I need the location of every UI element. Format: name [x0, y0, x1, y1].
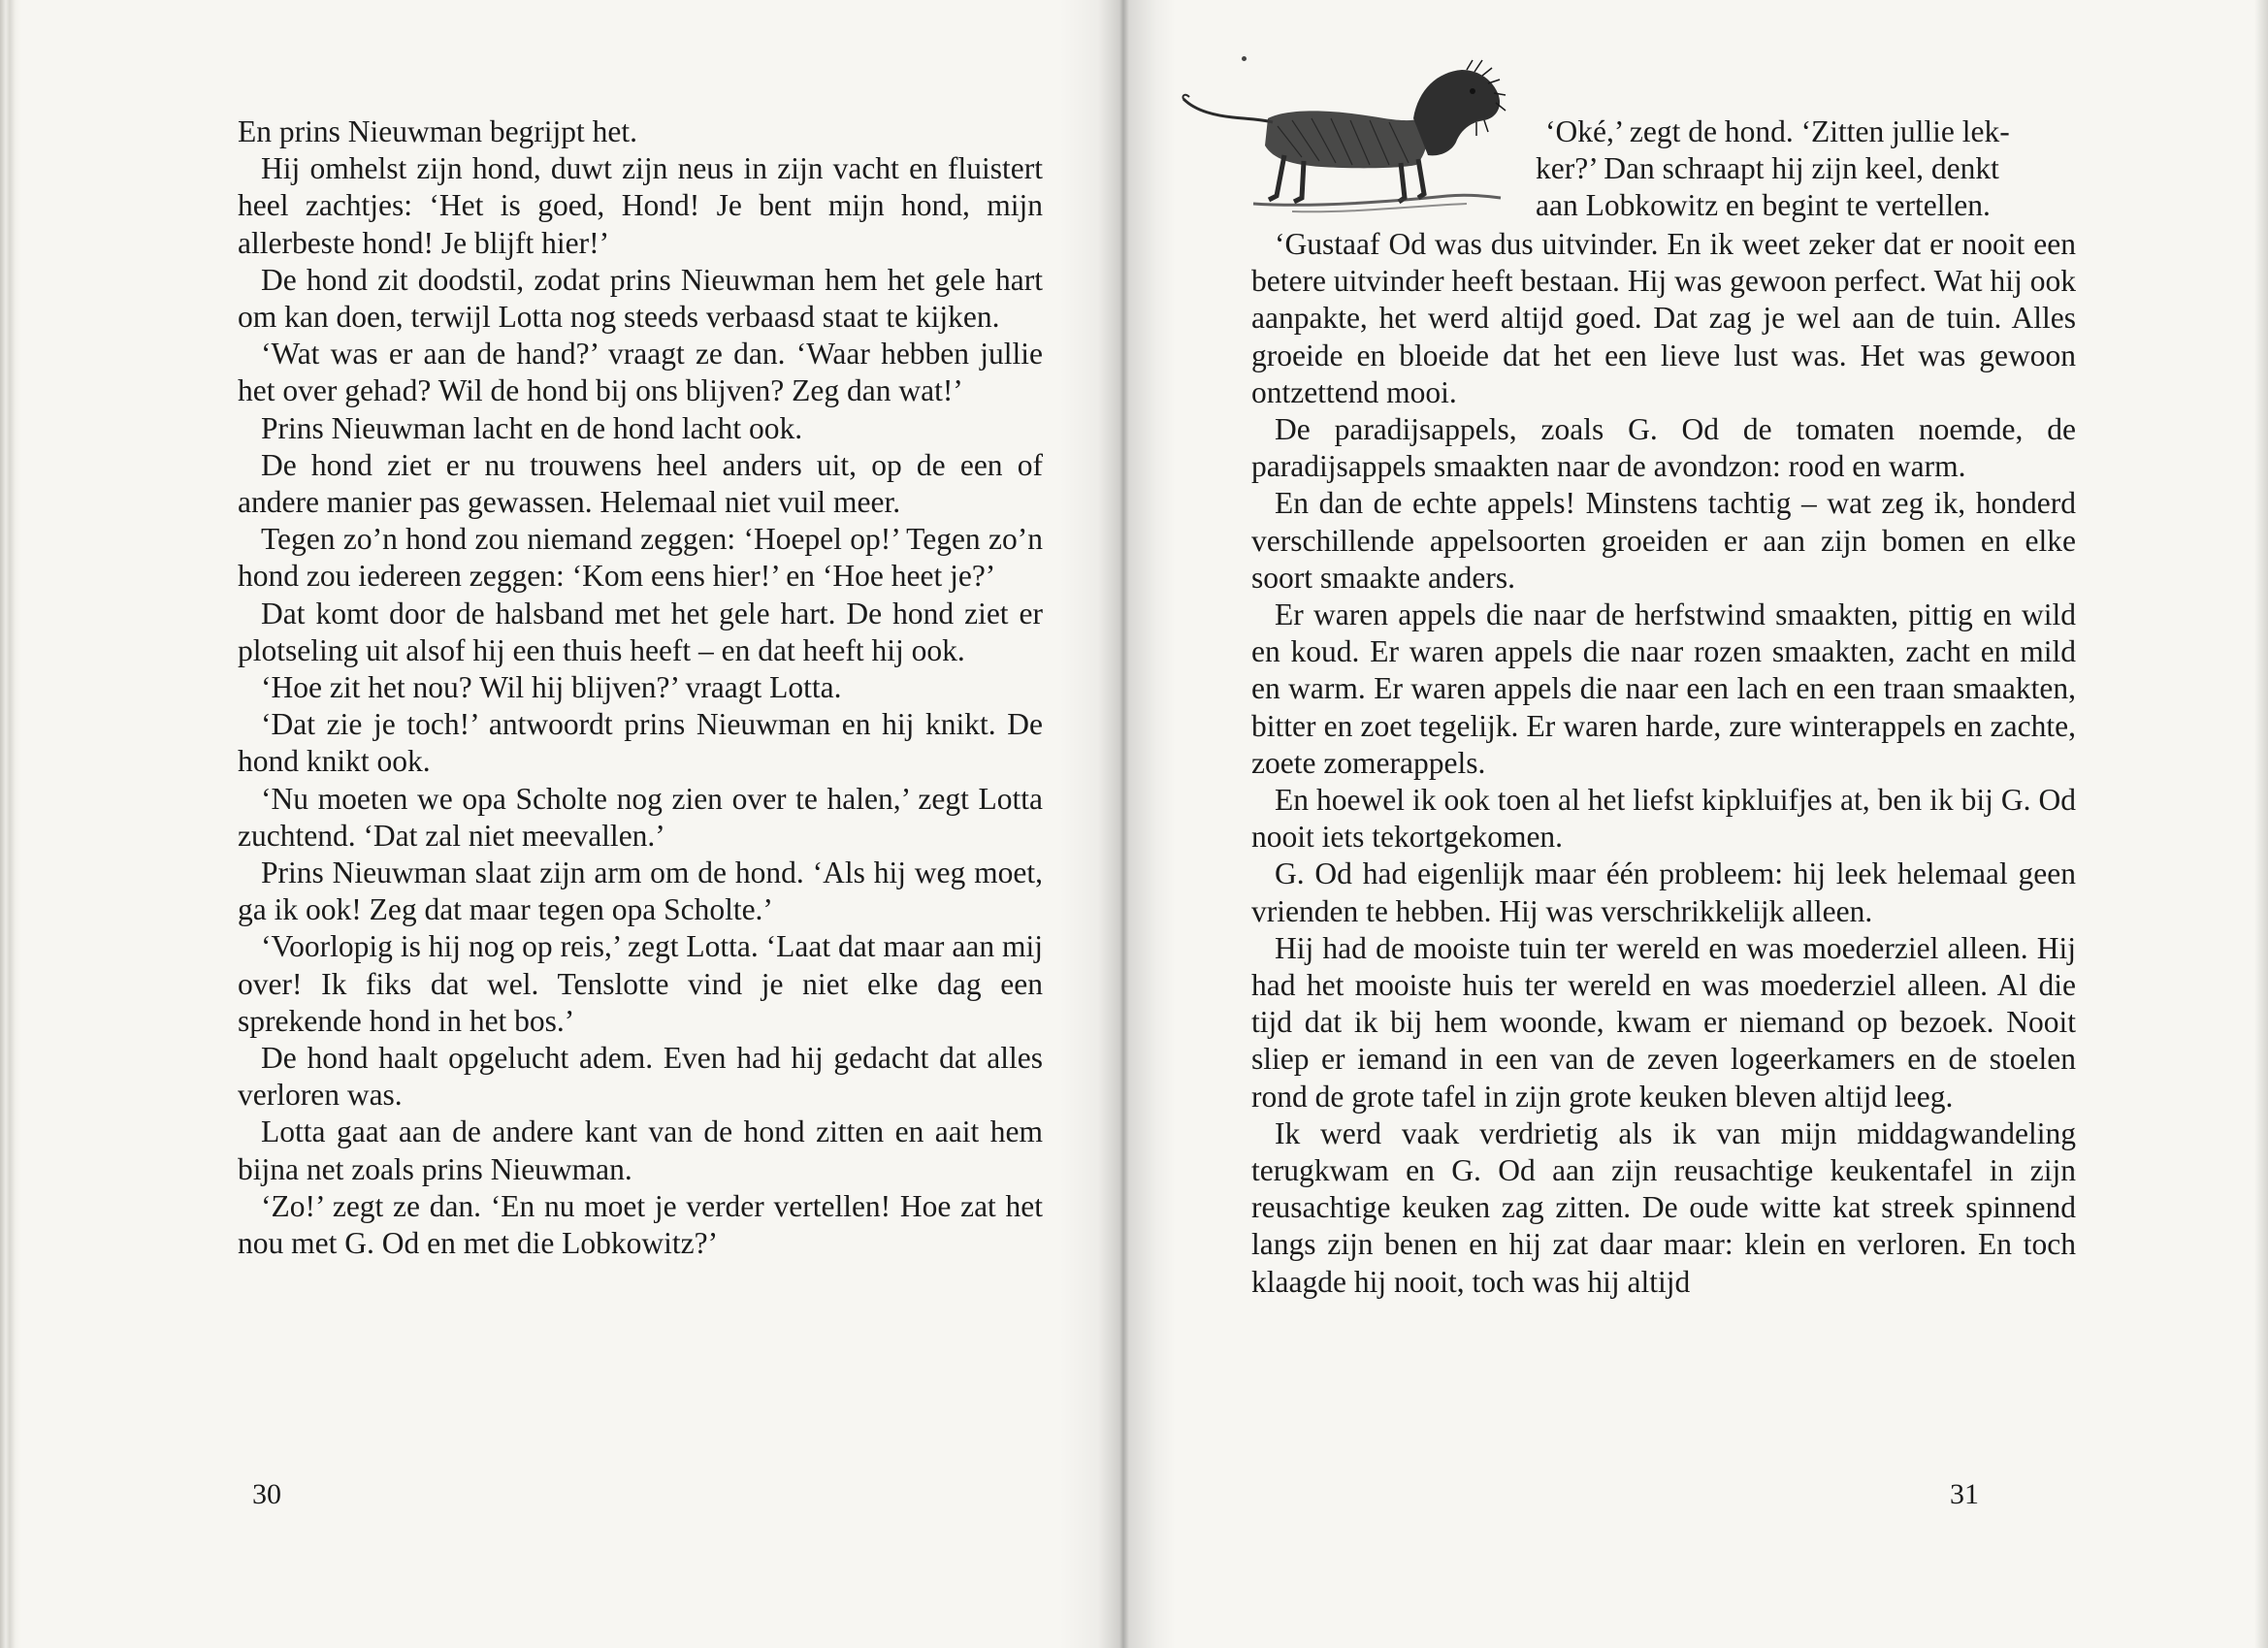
- paragraph: En dan de echte appels! Minstens tachtig – wat zeg ik, honderd verschillende appelsoorten groeiden er aan zijn bomen en elke soort smaakte anders.: [1251, 486, 2076, 595]
- paragraph: De hond ziet er nu trouwens heel anders uit, op de een of andere manier pas gewassen. Helemaal niet vuil meer.: [238, 447, 1043, 520]
- paragraph: Ik werd vaak verdrietig als ik van mijn middagwandeling terugkwam en G. Od aan zijn reusachtige keukentafel in zijn reusachtige keuken zag zitten. De oude witte kat streek spinnend langs zijn benen en hij zat daar maar: klein en verloren. En toch klaagde hij nooit, toch was hij altijd: [1251, 1115, 2076, 1299]
- paragraph: G. Od had eigenlijk maar één probleem: hij leek helemaal geen vrienden te hebben. Hij was verschrikkelijk alleen.: [1251, 856, 2076, 928]
- paragraph: Er waren appels die naar de herfstwind smaakten, pittig en wild en koud. Er waren appels die naar rozen smaakten, zacht en mild en warm. Er waren appels die naar een lach en een traan smaakten, bitter en zoet tegelijk. Er waren harde, zure winterappels en zachte, zoete zomerappels.: [1251, 598, 2076, 780]
- right-page: [1251, 0, 2076, 1648]
- paragraph: ‘Zo!’ zegt ze dan. ‘En nu moet je verder vertellen! Hoe zat het nou met G. Od en met die Lobkowitz?’: [238, 1188, 1043, 1261]
- paragraph: Hij had de mooiste tuin ter wereld en was moederziel alleen. Hij had het mooiste huis ter wereld en was moederziel alleen. Al die tijd dat ik bij hem woonde, kwam er niemand op bezoek. Nooit sliep er iemand in een van de zeven logeerkamers en de stoelen rond de grote tafel in zijn grote keuken bleven altijd leeg.: [1251, 930, 2076, 1114]
- left-page: [238, 0, 1043, 1648]
- paragraph: ‘Voorlopig is hij nog op reis,’ zegt Lotta. ‘Laat dat maar aan mij over! Ik fiks dat wel. Tenslotte vind je niet elke dag een sprekende hond in het bos.’: [238, 929, 1043, 1038]
- paragraph: De paradijsappels, zoals G. Od de tomaten noemde, de paradijsappels smaakten naar de avondzon: rood en warm.: [1251, 412, 2076, 484]
- paragraph: ‘Hoe zit het nou? Wil hij blijven?’ vraagt Lotta.: [261, 670, 842, 705]
- paragraph: ‘Dat zie je toch!’ antwoordt prins Nieuwman en hij knikt. De hond knikt ook.: [238, 707, 1043, 779]
- text-line: ker?’ Dan schraapt hij zijn keel, denkt: [1536, 151, 1999, 186]
- paragraph: Hij omhelst zijn hond, duwt zijn neus in zijn vacht en fluistert heel zachtjes: ‘Het is goed, Hond! Je bent mijn hond, mijn allerbeste hond! Je blijft hier!’: [238, 151, 1043, 260]
- page-stack-edge: [0, 0, 21, 1648]
- paragraph: ‘Wat was er aan de hand?’ vraagt ze dan. ‘Waar hebben jullie het over gehad? Wil de hond bij ons blijven? Zeg dan wat!’: [238, 337, 1043, 408]
- page-number-left: 30: [252, 1478, 281, 1510]
- page-edge-right: [2254, 0, 2268, 1648]
- text-line: aan Lobkowitz en begint te vertellen.: [1536, 188, 1991, 223]
- ink-speck: [1242, 56, 1247, 61]
- paragraph: En hoewel ik ook toen al het liefst kipkluifjes at, ben ik bij G. Od nooit iets tekortgekomen.: [1251, 783, 2076, 855]
- text-line: ‘Oké,’ zegt de hond. ‘Zitten jullie lek-: [1545, 114, 2010, 148]
- page-number-right: 31: [1950, 1478, 1979, 1510]
- paragraph: Tegen zo’n hond zou niemand zeggen: ‘Hoepel op!’ Tegen zo’n hond zou iedereen zeggen: ‘Kom eens hier!’ en ‘Hoe heet je?’: [238, 522, 1043, 594]
- paragraph: ‘Nu moeten we opa Scholte nog zien over te halen,’ zegt Lotta zuchtend. ‘Dat zal niet meevallen.’: [238, 781, 1043, 853]
- paragraph: Prins Nieuwman lacht en de hond lacht ook.: [261, 410, 803, 445]
- paragraph: De hond haalt opgelucht adem. Even had hij gedacht dat alles verloren was.: [238, 1041, 1043, 1113]
- paragraph: Lotta gaat aan de andere kant van de hond zitten en aait hem bijna net zoals prins Nieuwman.: [238, 1115, 1043, 1186]
- book-gutter: [1059, 0, 1176, 1648]
- paragraph: ‘Gustaaf Od was dus uitvinder. En ik weet zeker dat er nooit een betere uitvinder heeft bestaan. Hij was gewoon perfect. Wat hij ook aanpakte, het werd altijd goed. Dat zag je wel aan de tuin. Alles groeide en bloeide dat het een lieve lust was. Het was gewoon ontzettend mooi.: [1251, 227, 2076, 409]
- paragraph: Prins Nieuwman slaat zijn arm om de hond. ‘Als hij weg moet, ga ik ook! Zeg dat maar tegen opa Scholte.’: [238, 856, 1043, 927]
- right-page-text: [1251, 226, 2076, 1301]
- paragraph: En prins Nieuwman begrijpt het.: [238, 114, 638, 148]
- left-page-text: [238, 113, 1043, 1262]
- paragraph: De hond zit doodstil, zodat prins Nieuwman hem het gele hart om kan doen, terwijl Lotta nog steeds verbaasd staat te kijken.: [238, 262, 1043, 335]
- paragraph: Dat komt door de halsband met het gele hart. De hond ziet er plotseling uit alsof hij een thuis heeft – en dat heeft hij ook.: [238, 596, 1043, 667]
